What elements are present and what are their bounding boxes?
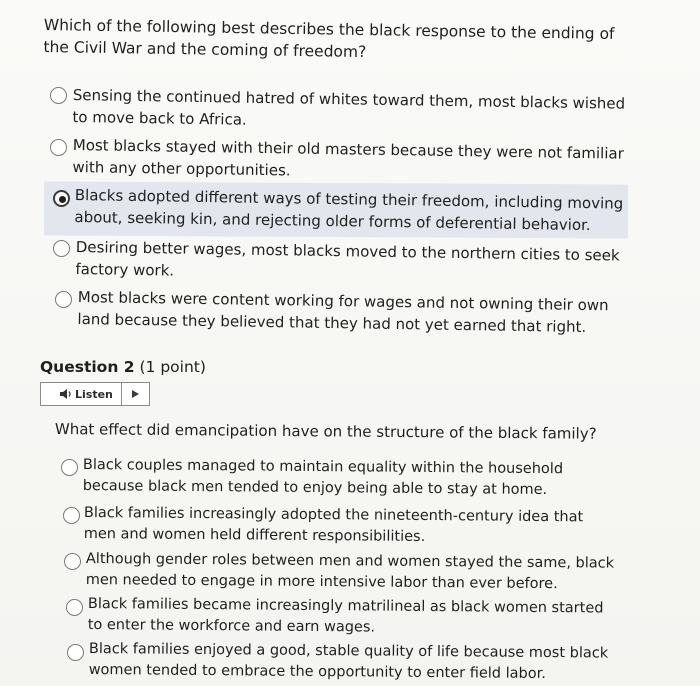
radio-icon[interactable]	[50, 139, 67, 156]
q1-option-2-label: Most blacks stayed with their old masters because they were not familiar with any other opportunities.	[72, 135, 624, 180]
question-1-prompt: Which of the following best describes the black response to the ending of the Civil War and the coming of freedom?	[43, 15, 615, 62]
listen-label: Listen	[75, 387, 113, 401]
question-2-header	[40, 357, 206, 377]
q1-option-4-label: Desiring better wages, most blacks moved to the northern cities to seek factory work.	[75, 237, 620, 280]
listen-widget	[40, 382, 150, 406]
radio-icon[interactable]	[63, 507, 80, 524]
radio-selected-icon[interactable]	[53, 190, 70, 207]
q2-option-2-label: Black families increasingly adopted the nineteenth-century idea that men and women held different responsibilities.	[83, 504, 584, 545]
q1-option-1-label: Sensing the continued hatred of whites toward them, most blacks wished to move back to Africa.	[72, 85, 626, 129]
radio-icon[interactable]	[67, 644, 84, 661]
q2-option-1-label: Black couples managed to maintain equality within the household because black men tended to enjoy being able to stay at home.	[82, 456, 564, 499]
radio-icon[interactable]	[64, 553, 81, 570]
q2-option-3-label: Although gender roles between men and women stayed the same, black men needed to engage in more intensive labor than ever before.	[85, 550, 615, 593]
radio-icon[interactable]	[50, 87, 67, 104]
speaker-icon	[59, 388, 73, 400]
radio-icon[interactable]	[66, 599, 83, 616]
q2-option-4-label: Black families became increasingly matrilineal as black women started to enter the workforce and earn wages.	[87, 595, 604, 636]
radio-icon[interactable]	[53, 240, 70, 257]
play-icon	[132, 390, 139, 398]
radio-icon[interactable]	[61, 459, 78, 476]
question-2-prompt: What effect did emancipation have on the structure of the black family?	[54, 419, 597, 443]
listen-button[interactable]	[41, 383, 122, 405]
question-2-points: (1 point)	[139, 358, 206, 376]
radio-icon[interactable]	[55, 291, 72, 308]
q1-option-3-label: Blacks adopted different ways of testing their freedom, including moving about, seeking kin, and rejecting older forms of deferential behavior.	[74, 185, 624, 235]
play-button[interactable]	[122, 383, 149, 405]
q1-option-5-label: Most blacks were content working for wages and not owning their own land because they believed that they had not yet earned that right.	[77, 287, 609, 336]
q2-option-5-label: Black families enjoyed a good, stable quality of life because most black women tended to embrace the opportunity to enter field labor.	[88, 640, 609, 682]
question-2-title: Question 2	[40, 358, 135, 376]
